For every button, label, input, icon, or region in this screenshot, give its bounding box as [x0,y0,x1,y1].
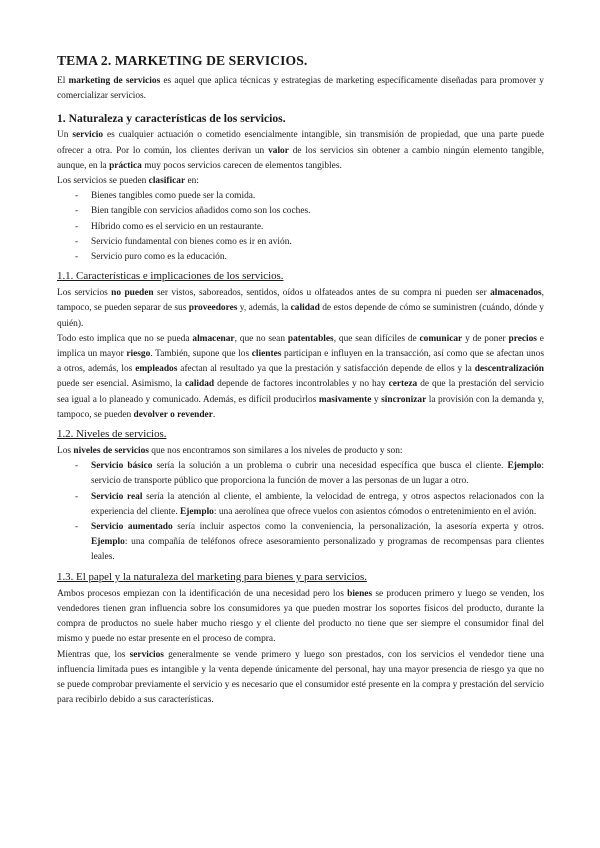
list-dash: - [75,522,79,533]
bold-term: proveedores [188,303,238,314]
bold-term: marketing de servicios [68,76,161,86]
section-1-paragraph-1: Un servicio es cualquier actuación o cometido esencialmente intangible, sin transmisión de propiedad, que una parte puede ofrecer a otra. Por lo común, los clientes derivan un valor de los servicios sin obtener a cambio ningún elemento tangible, aunque, en la práctica muy pocos servicios carecen de elementos tangibles. [57,130,544,171]
bold-term: patentables [287,333,334,344]
bold-term: Servicio real [91,491,143,502]
bold-term: riesgo [126,349,151,360]
list-item: - Servicio aumentado sería incluir aspectos como la conveniencia, la personalización, la asesoría experta y otros. Ejemplo: una compañía de teléfonos ofrece asesoramiento personalizado y programas de recompensas para clientes leales. [75,522,544,563]
section-1-1-paragraph-1: Los servicios no pueden ser vistos, saboreados, sentidos, oídos u olfateados antes de su compra ni pueden ser almacenados, tampoco, se pueden separar de sus proveedores y, además, la calidad de estos depende de cómo se suministren (cuándo, dónde y quién). [57,288,544,329]
list-dash: - [75,206,79,217]
section-1-1-paragraph-2: Todo esto implica que no se pueda almacenar, que no sean patentables, que sean difíciles de comunicar y de poner precios e implica un mayor riesgo. También, supone que los clientes participan e influyen en la transacción, así como que se afectan unos a otros, además, los empleados afectan al resultado ya que la prestación y satisfacción depende de ellos y la descentralización puede ser esencial. Asimismo, la calidad depende de factores incontrolables y no hay certeza de que la prestación del servicio sea igual a lo planeado y comunicado. Además, es difícil producirlos masivamente y sincronizar la provisión con la demanda y, tampoco, se pueden devolver o revender. [57,333,544,420]
list-item: - Servicio básico sería la solución a un problema o cubrir una necesidad específica que busca el cliente. Ejemplo: servicio de transporte público que proporciona la función de mover a las personas de un lugar a otro. [75,461,544,487]
bold-term: masivamente [318,394,372,405]
section-1-paragraph-2: Los servicios se pueden clasificar en: [57,176,199,187]
list-dash: - [75,252,79,263]
bold-term: niveles de servicios [73,446,149,457]
document-page [57,52,544,708]
bold-term: bienes [347,588,373,599]
bold-term: calidad [184,379,215,390]
list-dash: - [75,191,79,202]
list-item: - Bien tangible con servicios añadidos como son los coches. [57,204,544,219]
bold-term: no pueden [111,288,154,299]
list-item: - Servicio real sería la atención al cliente, el ambiente, la velocidad de entrega, y otros aspectos relacionados con la experiencia del cliente. Ejemplo: una aerolínea que ofrece vuelos con asientos cómodos o entretenimiento en el avión. [75,491,545,517]
bold-term: precios [508,333,537,344]
bold-term: empleados [135,364,178,375]
bold-term: Servicio aumentado [91,522,173,533]
list-item: - Híbrido como es el servicio en un restaurante. [57,220,544,235]
section-1-2-paragraph-1: Los niveles de servicios que nos encontramos son similares a los niveles de producto y son: [57,446,403,457]
section-1-heading: 1. Naturaleza y características de los servicios. [57,112,286,126]
document-title: TEMA 2. MARKETING DE SERVICIOS. [57,53,308,68]
bold-term: servicios [129,649,164,660]
bold-term: almacenados [490,288,542,299]
bold-term: descentralización [474,364,544,375]
service-levels-list [57,459,544,565]
list-dash: - [75,236,79,247]
bold-term: clientes [251,349,282,360]
section-1-3-heading: 1.3. El papel y la naturaleza del marketing para bienes y para servicios. [57,570,367,583]
bold-term: práctica [109,160,142,171]
list-item: - Servicio fundamental con bienes como es ir en avión. [57,235,544,250]
bold-term: certeza [388,379,418,390]
intro-paragraph: El marketing de servicios es aquel que aplica técnicas y estrategias de marketing específicamente diseñadas para promover y comercializar servicios. [57,76,544,102]
list-dash: - [75,461,79,472]
list-dash: - [75,491,79,502]
section-1-3-paragraph-2: Mientras que, los servicios generalmente se vende primero y luego son prestados, con los servicios el vendedor tiene una influencia limitada pues es intangible y la venta depende únicamente del personal, hay una mayor presencia de riesgo ya que no se puede comprobar previamente el servicio y es necesario que el consumidor esté presente en la compra y prestación del servicio para recibirlo debido a sus características. [57,649,545,706]
bold-term: sincronizar [381,394,427,405]
list-item: - Bienes tangibles como puede ser la comida. [57,189,544,204]
bold-term: calidad [290,303,320,314]
bold-term: clasificar [148,176,186,187]
section-1-1-heading: 1.1. Características e implicaciones de los servicios. [57,270,284,283]
bold-term: almacenar [192,333,235,344]
bold-term: valor [268,145,289,156]
bold-term: Ejemplo [180,506,214,517]
list-dash: - [75,221,79,232]
bold-term: comunicar [419,333,463,344]
bold-term: Ejemplo [91,537,125,548]
bold-term: devolver o revender [133,409,213,420]
service-classification-list [57,189,544,265]
bold-term: Ejemplo [507,461,542,472]
section-1-3-paragraph-1: Ambos procesos empiezan con la identificación de una necesidad pero los bienes se producen primero y luego se venden, los vendedores tienen gran influencia sobre los consumidores ya que pueden mostrar los soportes físicos del producto, durante la compra de productos no suele haber mucho riesgo y el cliente del producto no tiene que ser siempre el consumidor final del mismo y puede no estar presente en el proceso de compra. [57,588,544,645]
section-1-2-heading: 1.2. Niveles de servicios. [57,428,167,441]
list-item: - Servicio puro como es la educación. [57,250,544,265]
bold-term: servicio [72,130,104,141]
bold-term: Servicio básico [91,461,153,472]
